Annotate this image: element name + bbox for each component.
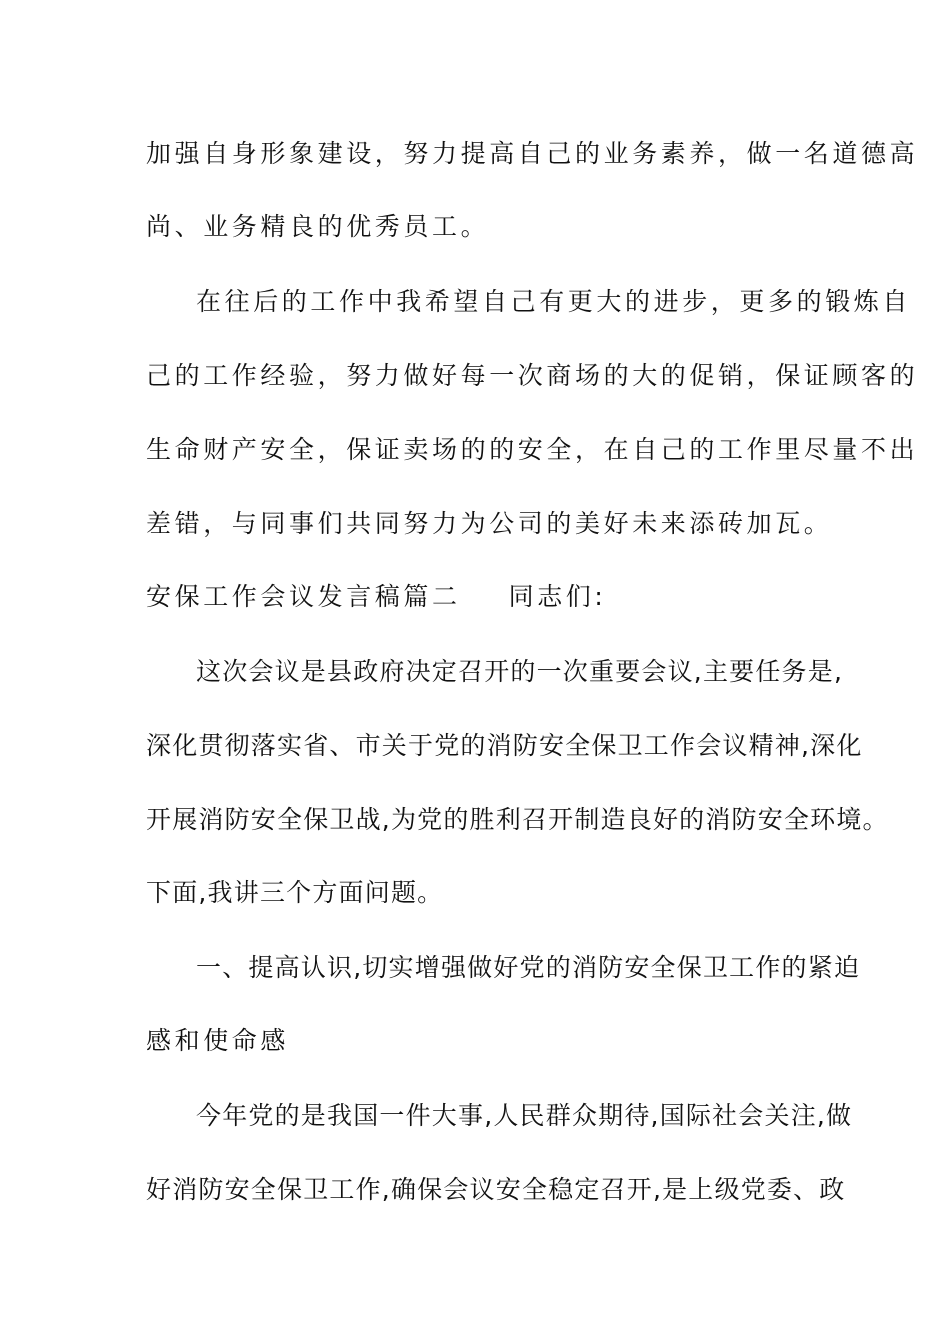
- paragraph-line: 开展消防安全保卫战,为党的胜利召开制造良好的消防安全环境。: [146, 805, 889, 834]
- paragraph-line: 一、提高认识,切实增强做好党的消防安全保卫工作的紧迫: [196, 953, 861, 982]
- paragraph-line: 己的工作经验，努力做好每一次商场的大的促销，保证顾客的: [146, 361, 919, 390]
- paragraph-line: 感和使命感: [146, 1026, 290, 1055]
- paragraph-line: 今年党的是我国一件大事,人民群众期待,国际社会关注,做: [196, 1101, 853, 1130]
- paragraph-line: 在往后的工作中我希望自己有更大的进步，更多的锻炼自: [196, 287, 912, 316]
- section-title: 安保工作会议发言稿篇二: [146, 582, 461, 611]
- paragraph-line: 加强自身形象建设，努力提高自己的业务素养，做一名道德高: [146, 139, 919, 168]
- salutation: 同志们:: [508, 582, 607, 611]
- paragraph-line: 生命财产安全，保证卖场的的安全，在自己的工作里尽量不出: [146, 435, 919, 464]
- paragraph-line: 深化贯彻落实省、市关于党的消防安全保卫工作会议精神,深化: [146, 731, 863, 760]
- paragraph-line: 尚、业务精良的优秀员工。: [146, 212, 490, 241]
- paragraph-line: 下面,我讲三个方面问题。: [146, 878, 444, 907]
- paragraph-line: 这次会议是县政府决定召开的一次重要会议,主要任务是,: [196, 657, 844, 686]
- paragraph-line: 好消防安全保卫工作,确保会议安全稳定召开,是上级党委、政: [146, 1175, 846, 1204]
- paragraph-line: 差错，与同事们共同努力为公司的美好未来添砖加瓦。: [146, 509, 833, 538]
- section-heading-line: [146, 577, 826, 617]
